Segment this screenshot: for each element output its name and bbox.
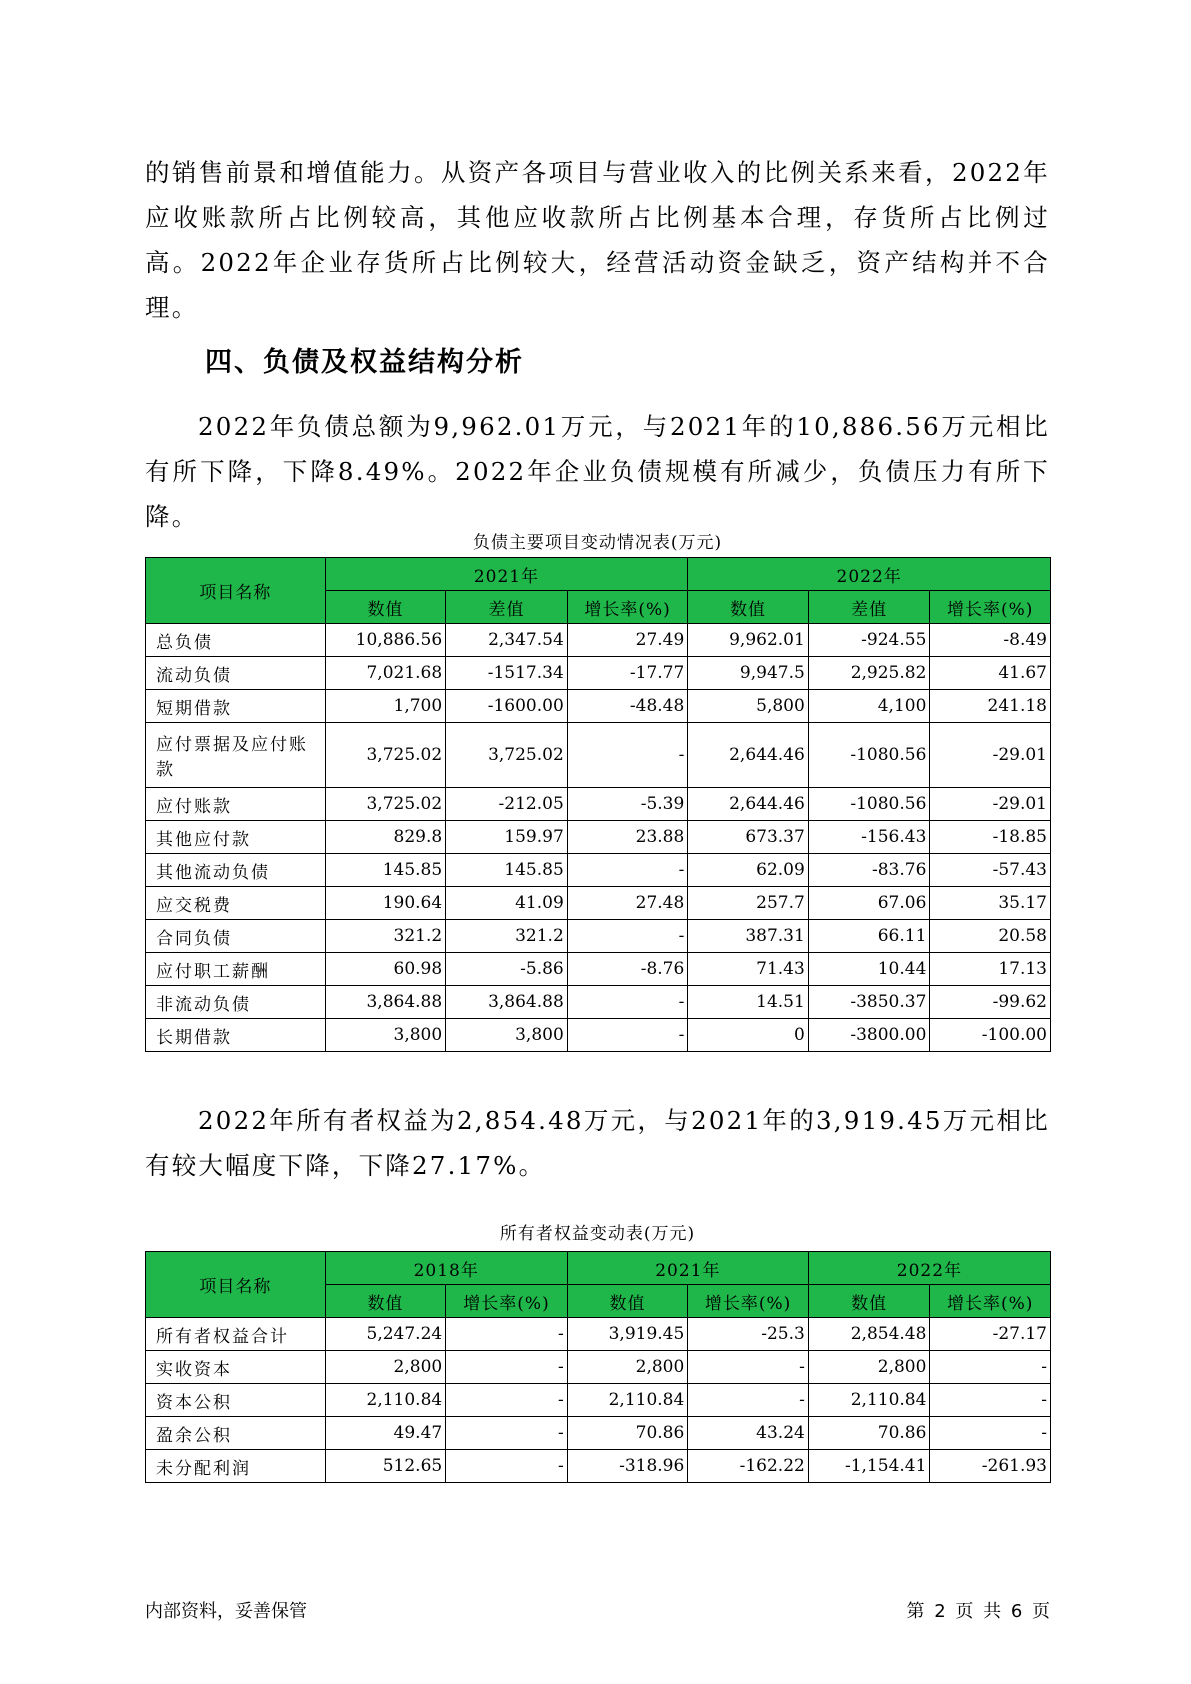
table-cell: 3,864.88 [325, 986, 446, 1019]
row-label: 应交税费 [146, 887, 326, 920]
table-row [146, 986, 1051, 1019]
table-cell: 14.51 [688, 986, 809, 1019]
liabilities-table-caption: 负债主要项目变动情况表(万元) [472, 533, 723, 553]
table-row [146, 657, 1051, 690]
table-cell: - [446, 1417, 568, 1450]
footer-page-number: 第 2 页 共 6 页 [906, 1601, 1050, 1622]
table-cell: 2,854.48 [808, 1318, 930, 1351]
table-cell: 9,947.5 [688, 657, 809, 690]
table-cell: 5,247.24 [325, 1318, 446, 1351]
table-cell: -17.77 [567, 657, 688, 690]
table-cell: 2,644.46 [688, 723, 809, 788]
row-label: 应付账款 [146, 788, 326, 821]
table-cell: - [688, 1384, 809, 1417]
table-cell: 3,864.88 [446, 986, 568, 1019]
table-row [146, 1318, 1051, 1351]
column-header: 差值 [808, 591, 930, 624]
year-header: 2021年 [325, 558, 688, 591]
table-cell: -162.22 [688, 1450, 809, 1483]
item-name-header: 项目名称 [146, 1252, 326, 1318]
table-cell: - [446, 1351, 568, 1384]
table-cell: 145.85 [325, 854, 446, 887]
footer-confidential-note: 内部资料，妥善保管 [145, 1601, 307, 1622]
paragraph-asset-structure: 的销售前景和增值能力。从资产各项目与营业收入的比例关系来看，2022年应收账款所占比例较高，其他应收款所占比例基本合理，存货所占比例过高。2022年企业存货所占比例较大，经营活动资金缺乏，资产结构并不合理。 [145, 158, 1050, 322]
table-cell: -924.55 [808, 624, 930, 657]
table-cell: -156.43 [808, 821, 930, 854]
table-cell: -27.17 [930, 1318, 1051, 1351]
table-cell: - [688, 1351, 809, 1384]
table-cell: 10.44 [808, 953, 930, 986]
table-cell: 23.88 [567, 821, 688, 854]
table-cell: - [446, 1318, 568, 1351]
table-cell: -3800.00 [808, 1019, 930, 1052]
column-header: 数值 [567, 1285, 688, 1318]
table-cell: - [930, 1417, 1051, 1450]
table-cell: 3,800 [446, 1019, 568, 1052]
table-cell: 2,347.54 [446, 624, 568, 657]
year-header: 2018年 [325, 1252, 567, 1285]
table-cell: -8.76 [567, 953, 688, 986]
table-row [146, 1384, 1051, 1417]
table-cell: -48.48 [567, 690, 688, 723]
table-row [146, 788, 1051, 821]
table-cell: 0 [688, 1019, 809, 1052]
column-header: 数值 [688, 591, 809, 624]
table-cell: 41.09 [446, 887, 568, 920]
table-cell: 829.8 [325, 821, 446, 854]
table-cell: - [567, 1019, 688, 1052]
table-cell: 257.7 [688, 887, 809, 920]
row-label: 未分配利润 [146, 1450, 326, 1483]
row-label: 应付票据及应付账款 [146, 723, 326, 788]
table-cell: 3,800 [325, 1019, 446, 1052]
table-row [146, 1351, 1051, 1384]
table-cell: 673.37 [688, 821, 809, 854]
table-cell: 20.58 [930, 920, 1051, 953]
table-cell: 17.13 [930, 953, 1051, 986]
table-row [146, 887, 1051, 920]
table-cell: 4,100 [808, 690, 930, 723]
table-cell: -99.62 [930, 986, 1051, 1019]
row-label: 其他流动负债 [146, 854, 326, 887]
table-cell: 71.43 [688, 953, 809, 986]
equity-table [145, 1251, 1051, 1483]
section-heading: 四、负债及权益结构分析 [205, 347, 524, 378]
table-cell: -83.76 [808, 854, 930, 887]
table-cell: 2,800 [567, 1351, 688, 1384]
table-row [146, 723, 1051, 788]
table-cell: 27.48 [567, 887, 688, 920]
table-cell: 49.47 [325, 1417, 446, 1450]
column-header: 增长率(%) [446, 1285, 568, 1318]
year-header: 2022年 [808, 1252, 1050, 1285]
table-cell: 62.09 [688, 854, 809, 887]
table-cell: 2,925.82 [808, 657, 930, 690]
row-label: 短期借款 [146, 690, 326, 723]
table-cell: - [930, 1351, 1051, 1384]
table-cell: 3,725.02 [325, 788, 446, 821]
table-cell: 3,725.02 [446, 723, 568, 788]
column-header: 数值 [325, 1285, 446, 1318]
table-cell: 321.2 [446, 920, 568, 953]
table-row [146, 854, 1051, 887]
table-cell: 2,800 [808, 1351, 930, 1384]
table-row [146, 1019, 1051, 1052]
table-cell: 145.85 [446, 854, 568, 887]
row-label: 总负债 [146, 624, 326, 657]
table-cell: 321.2 [325, 920, 446, 953]
column-header: 数值 [325, 591, 446, 624]
table-cell: -18.85 [930, 821, 1051, 854]
table-cell: 7,021.68 [325, 657, 446, 690]
table-row [146, 953, 1051, 986]
row-label: 流动负债 [146, 657, 326, 690]
liabilities-table-body [146, 624, 1051, 1052]
row-label: 合同负债 [146, 920, 326, 953]
year-header: 2022年 [688, 558, 1051, 591]
column-header: 增长率(%) [930, 591, 1051, 624]
table-cell: -29.01 [930, 788, 1051, 821]
table-cell: 67.06 [808, 887, 930, 920]
table-cell: -57.43 [930, 854, 1051, 887]
table-cell: 387.31 [688, 920, 809, 953]
table-row [146, 920, 1051, 953]
table-cell: -1080.56 [808, 723, 930, 788]
table-row [146, 690, 1051, 723]
table-cell: -29.01 [930, 723, 1051, 788]
table-cell: -8.49 [930, 624, 1051, 657]
table-cell: 1,700 [325, 690, 446, 723]
table-cell: 512.65 [325, 1450, 446, 1483]
liabilities-table [145, 557, 1051, 1052]
table-cell: - [567, 854, 688, 887]
row-label: 应付职工薪酬 [146, 953, 326, 986]
table-cell: 5,800 [688, 690, 809, 723]
table-cell: -3850.37 [808, 986, 930, 1019]
table-cell: -1,154.41 [808, 1450, 930, 1483]
table-cell: - [930, 1384, 1051, 1417]
year-header: 2021年 [567, 1252, 808, 1285]
table-cell: -25.3 [688, 1318, 809, 1351]
table-cell: 2,110.84 [808, 1384, 930, 1417]
table-row [146, 821, 1051, 854]
column-header: 数值 [808, 1285, 930, 1318]
column-header: 增长率(%) [567, 591, 688, 624]
table-row [146, 624, 1051, 657]
row-label: 盈余公积 [146, 1417, 326, 1450]
table-cell: -318.96 [567, 1450, 688, 1483]
column-header: 差值 [446, 591, 568, 624]
row-label: 资本公积 [146, 1384, 326, 1417]
table-cell: 190.64 [325, 887, 446, 920]
table-cell: - [446, 1384, 568, 1417]
table-cell: -100.00 [930, 1019, 1051, 1052]
paragraph-equity-summary: 2022年所有者权益为2,854.48万元，与2021年的3,919.45万元相比有较大幅度下降，下降27.17%。 [145, 1106, 1050, 1180]
table-cell: -1517.34 [446, 657, 568, 690]
table-cell: 2,110.84 [325, 1384, 446, 1417]
table-cell: 60.98 [325, 953, 446, 986]
table-cell: 159.97 [446, 821, 568, 854]
table-cell: 241.18 [930, 690, 1051, 723]
table-cell: - [567, 920, 688, 953]
table-cell: 2,110.84 [567, 1384, 688, 1417]
column-header: 增长率(%) [688, 1285, 809, 1318]
row-label: 非流动负债 [146, 986, 326, 1019]
table-row [146, 1450, 1051, 1483]
table-cell: 70.86 [567, 1417, 688, 1450]
row-label: 长期借款 [146, 1019, 326, 1052]
table-cell: 3,919.45 [567, 1318, 688, 1351]
table-cell: 35.17 [930, 887, 1051, 920]
row-label: 实收资本 [146, 1351, 326, 1384]
table-cell: -261.93 [930, 1450, 1051, 1483]
row-label: 其他应付款 [146, 821, 326, 854]
table-cell: -5.39 [567, 788, 688, 821]
table-row [146, 1417, 1051, 1450]
paragraph-liabilities-summary: 2022年负债总额为9,962.01万元，与2021年的10,886.56万元相比有所下降，下降8.49%。2022年企业负债规模有所减少，负债压力有所下降。 [145, 412, 1050, 531]
table-cell: -1080.56 [808, 788, 930, 821]
item-name-header: 项目名称 [146, 558, 326, 624]
table-cell: 2,644.46 [688, 788, 809, 821]
equity-table-body [146, 1318, 1051, 1483]
table-cell: - [567, 986, 688, 1019]
table-cell: 9,962.01 [688, 624, 809, 657]
table-cell: - [446, 1450, 568, 1483]
column-header: 增长率(%) [930, 1285, 1051, 1318]
table-cell: - [567, 723, 688, 788]
table-cell: 3,725.02 [325, 723, 446, 788]
table-cell: 70.86 [808, 1417, 930, 1450]
table-cell: 10,886.56 [325, 624, 446, 657]
table-cell: 66.11 [808, 920, 930, 953]
table-cell: 41.67 [930, 657, 1051, 690]
table-cell: 27.49 [567, 624, 688, 657]
table-cell: -5.86 [446, 953, 568, 986]
table-cell: -1600.00 [446, 690, 568, 723]
table-cell: -212.05 [446, 788, 568, 821]
row-label: 所有者权益合计 [146, 1318, 326, 1351]
equity-table-caption: 所有者权益变动表(万元) [499, 1224, 696, 1244]
table-cell: 2,800 [325, 1351, 446, 1384]
table-cell: 43.24 [688, 1417, 809, 1450]
